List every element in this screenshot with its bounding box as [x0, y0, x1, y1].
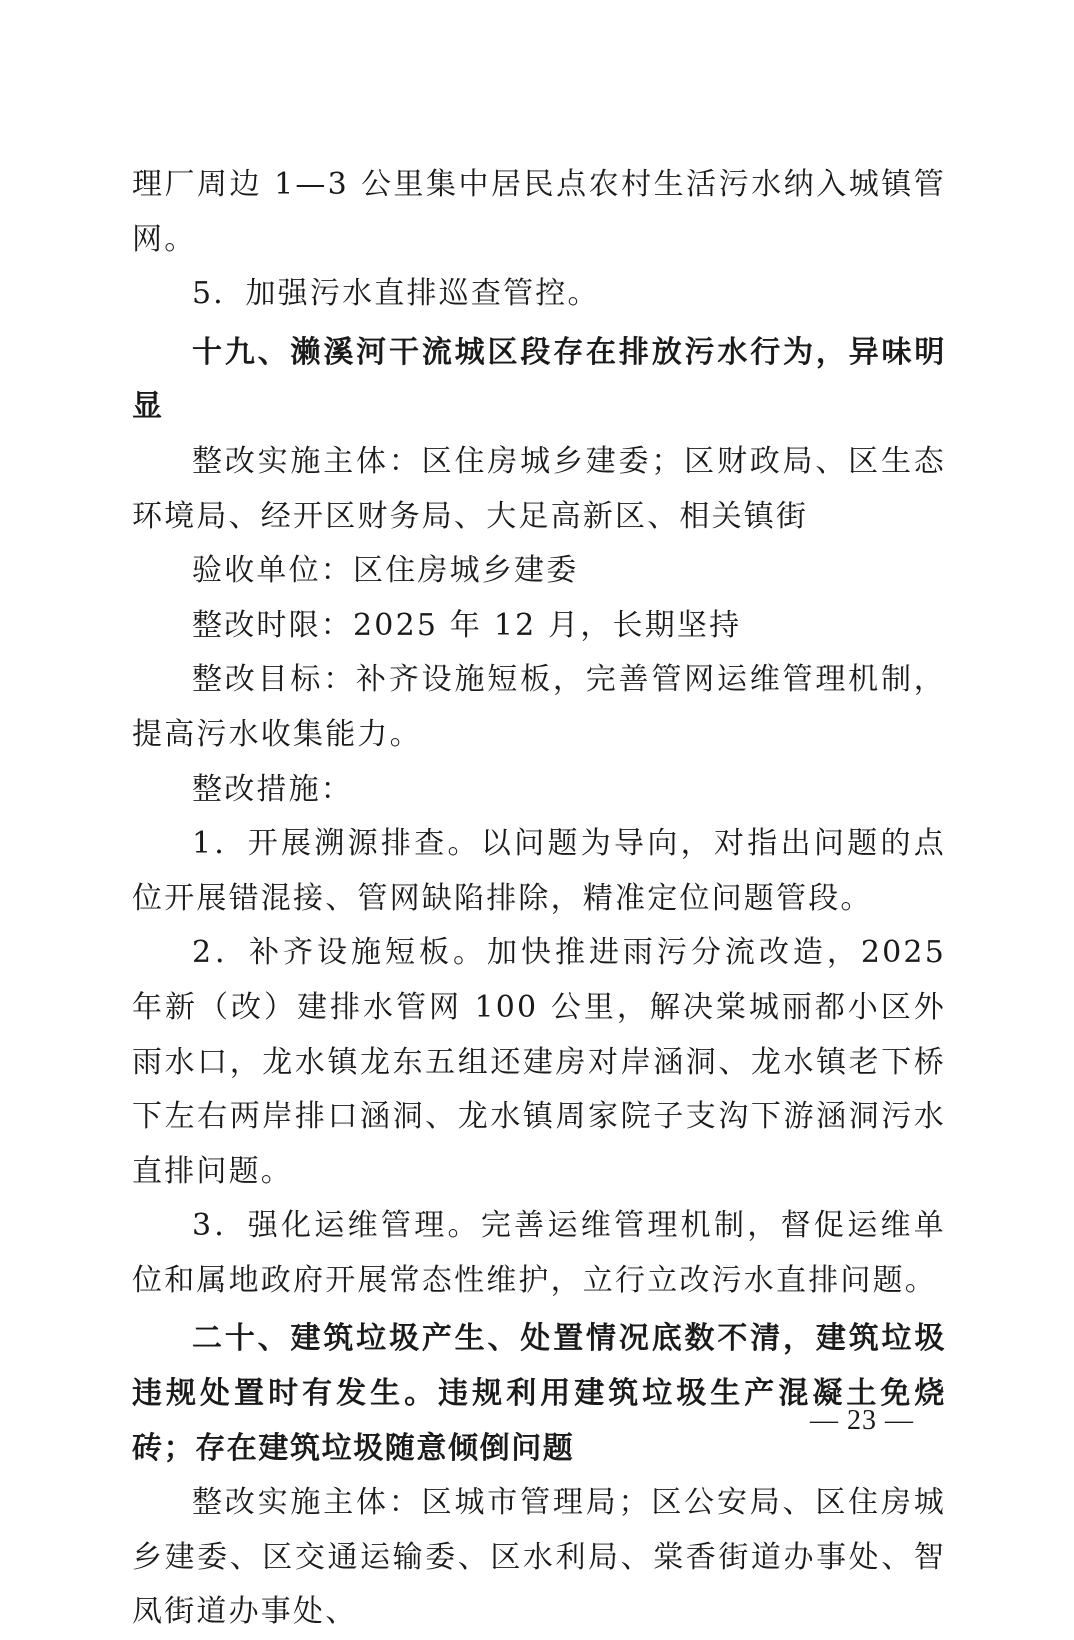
paragraph-sewage-network-cont: 理厂周边 1—3 公里集中居民点农村生活污水纳入城镇管网。 — [132, 167, 946, 257]
section-heading-19: 十九、濑溪河干流城区段存在排放污水行为，异味明显 — [132, 334, 946, 425]
paragraph-goal-19: 整改目标：补齐设施短板，完善管网运维管理机制，提高污水收集能力。 — [132, 662, 946, 752]
paragraph-item-5: 5．加强污水直排巡查管控。 — [192, 276, 600, 312]
section-heading-20: 二十、建筑垃圾产生、处置情况底数不清，建筑垃圾违规处置时有发生。违规利用建筑垃圾生产混凝土免烧砖；存在建筑垃圾随意倾倒问题 — [132, 1321, 946, 1466]
paragraph-measure-2: 2．补齐设施短板。加快推进雨污分流改造，2025 年新（改）建排水管网 100 公里，解决棠城丽都小区外雨水口，龙水镇龙东五组还建房对岸涵洞、龙水镇老下桥下左右两岸排口涵洞、龙水镇周家院子支沟下游涵洞污水直排问题。 — [132, 935, 946, 1189]
paragraph-responsible-units-20: 整改实施主体：区城市管理局；区公安局、区住房城乡建委、区交通运输委、区水利局、棠香街道办事处、智凤街道办事处、 — [132, 1485, 946, 1630]
paragraph-measure-1: 1．开展溯源排查。以问题为导向，对指出问题的点位开展错混接、管网缺陷排除，精准定位问题管段。 — [132, 826, 946, 916]
paragraph-deadline-19: 整改时限：2025 年 12 月，长期坚持 — [192, 607, 742, 643]
paragraph-measure-3: 3．强化运维管理。完善运维管理机制，督促运维单位和属地政府开展常态性维护，立行立改污水直排问题。 — [132, 1208, 946, 1298]
paragraph-measures-label-19: 整改措施： — [192, 771, 353, 807]
paragraph-responsible-units-19: 整改实施主体：区住房城乡建委；区财政局、区生态环境局、经开区财务局、大足高新区、相关镇街 — [132, 443, 946, 534]
paragraph-acceptance-unit-19: 验收单位：区住房城乡建委 — [192, 553, 579, 589]
page-number: — 23 — — [810, 1405, 914, 1436]
